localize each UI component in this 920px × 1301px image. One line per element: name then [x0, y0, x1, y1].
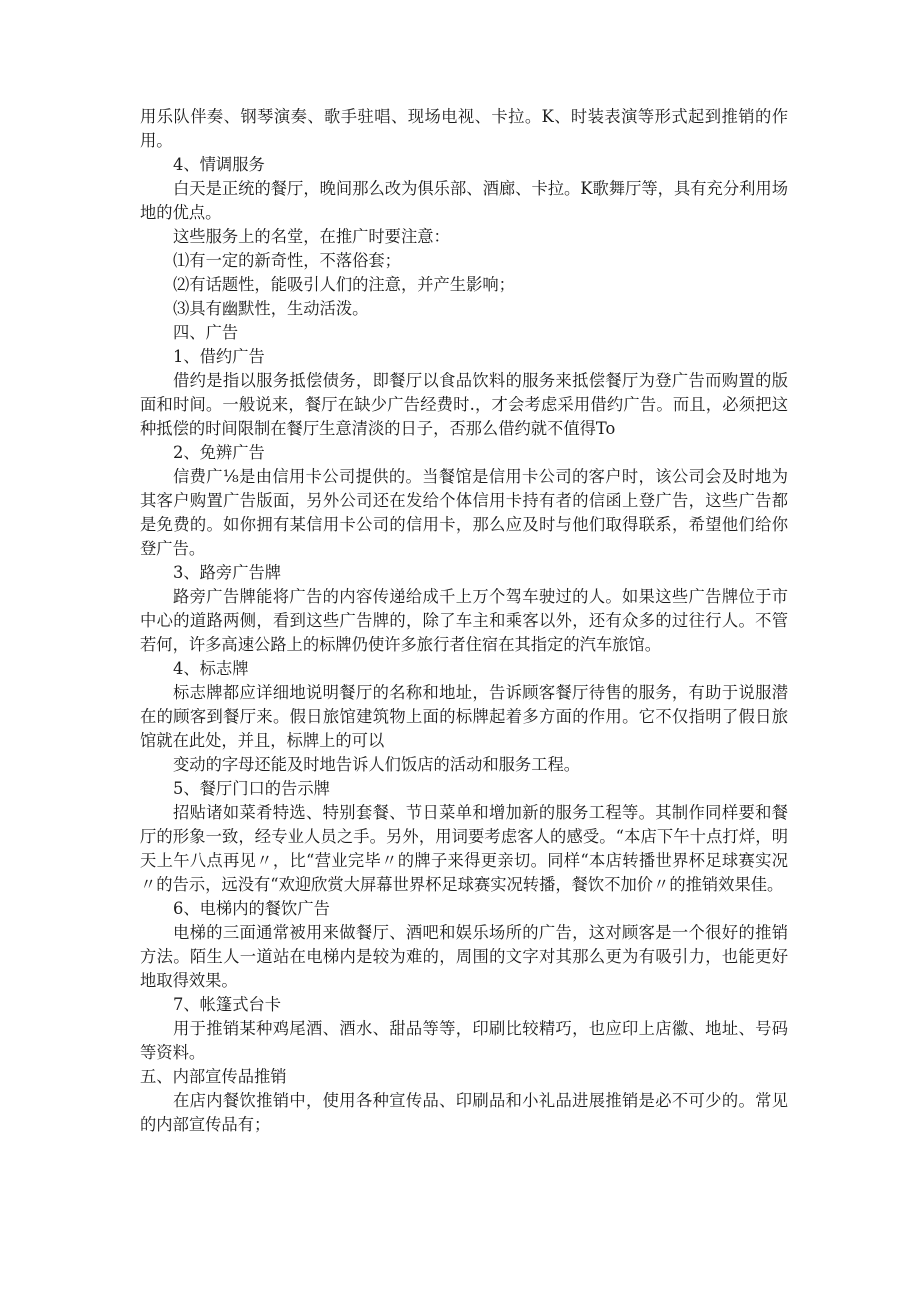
section-heading: 7、帐篷式台卡: [173, 995, 282, 1014]
paragraph: 这些服务上的名堂，在推广时要注意：: [173, 227, 450, 246]
list-item: ⑶具有幽默性，生动活泼。: [173, 299, 369, 318]
section-heading: 4、情调服务: [173, 155, 265, 174]
list-item: ⑵有话题性，能吸引人们的注意，并产生影响；: [173, 275, 515, 294]
chapter-heading: 四、广告: [173, 323, 239, 342]
paragraph: 路旁广告牌能将广告的内容传递给成千上万个驾车驶过的人。如果这些广告牌位于市中心的道路两侧，看到这些广告牌的，除了车主和乘客以外，还有众多的过往行人。不管若何，许多高速公路上的标牌仍使许多旅行者住宿在其指定的汽车旅馆。: [140, 587, 788, 654]
section-heading: 3、路旁广告牌: [173, 563, 282, 582]
document-page: [140, 105, 788, 1137]
paragraph: 招贴诸如菜肴特选、特别套餐、节日菜单和增加新的服务工程等。其制作同样要和餐厅的形象一致，经专业人员之手。另外，用词要考虑客人的感受。“本店下午十点打烊，明天上午八点再见〃，比“营业完毕〃的牌子来得更亲切。同样“本店转播世界杯足球赛实况〃的告示，远没有“欢迎欣赏大屏幕世界杯足球赛实况转播，餐饮不加价〃的推销效果佳。: [140, 803, 788, 894]
section-heading: 2、免辨广告: [173, 443, 265, 462]
section-heading: 4、标志牌: [173, 659, 249, 678]
list-item: ⑴有一定的新奇性，不落俗套；: [173, 251, 401, 270]
paragraph: 白天是正统的餐厅，晚间那么改为俱乐部、酒廊、卡拉。K歌舞厅等，具有充分利用场地的优点。: [140, 179, 788, 222]
section-heading: 1、借约广告: [173, 347, 265, 366]
chapter-heading: 五、内部宣传品推销: [140, 1067, 287, 1086]
paragraph: 用乐队伴奏、钢琴演奏、歌手驻唱、现场电视、卡拉。K、时装表演等形式起到推销的作用。: [140, 107, 788, 150]
section-heading: 6、电梯内的餐饮广告: [173, 899, 330, 918]
paragraph: 在店内餐饮推销中，使用各种宣传品、印刷品和小礼品进展推销是必不可少的。常见的内部宣传品有；: [140, 1091, 788, 1134]
paragraph: 借约是指以服务抵偿债务，即餐厅以食品饮料的服务来抵偿餐厅为登广告而购置的版面和时间。一般说来，餐厅在缺少广告经费时.，才会考虑采用借约广告。而且，必须把这种抵偿的时间限制在餐厅生意清淡的日子，否那么借约就不值得To: [140, 371, 788, 438]
paragraph: 用于推销某种鸡尾酒、酒水、甜品等等，印刷比较精巧，也应印上店徽、地址、号码等资料。: [140, 1019, 788, 1062]
section-heading: 5、餐厅门口的告示牌: [173, 779, 330, 798]
paragraph: 变动的字母还能及时地告诉人们饭店的活动和服务工程。: [173, 755, 581, 774]
paragraph: 电梯的三面通常被用来做餐厅、酒吧和娱乐场所的广告，这对顾客是一个很好的推销方法。陌生人一道站在电梯内是较为难的，周围的文字对其那么更为有吸引力，也能更好地取得效果。: [140, 923, 788, 990]
paragraph: 信费广⅛是由信用卡公司提供的。当餐馆是信用卡公司的客户时，该公司会及时地为其客户购置广告版面，另外公司还在发给个体信用卡持有者的信函上登广告，这些广告都是免费的。如你拥有某信用卡公司的信用卡，那么应及时与他们取得联系，希望他们给你登广告。: [140, 467, 788, 558]
paragraph: 标志牌都应详细地说明餐厅的名称和地址，告诉顾客餐厅待售的服务，有助于说服潜在的顾客到餐厅来。假日旅馆建筑物上面的标牌起着多方面的作用。它不仅指明了假日旅馆就在此处，并且，标牌上的可以: [140, 683, 788, 750]
